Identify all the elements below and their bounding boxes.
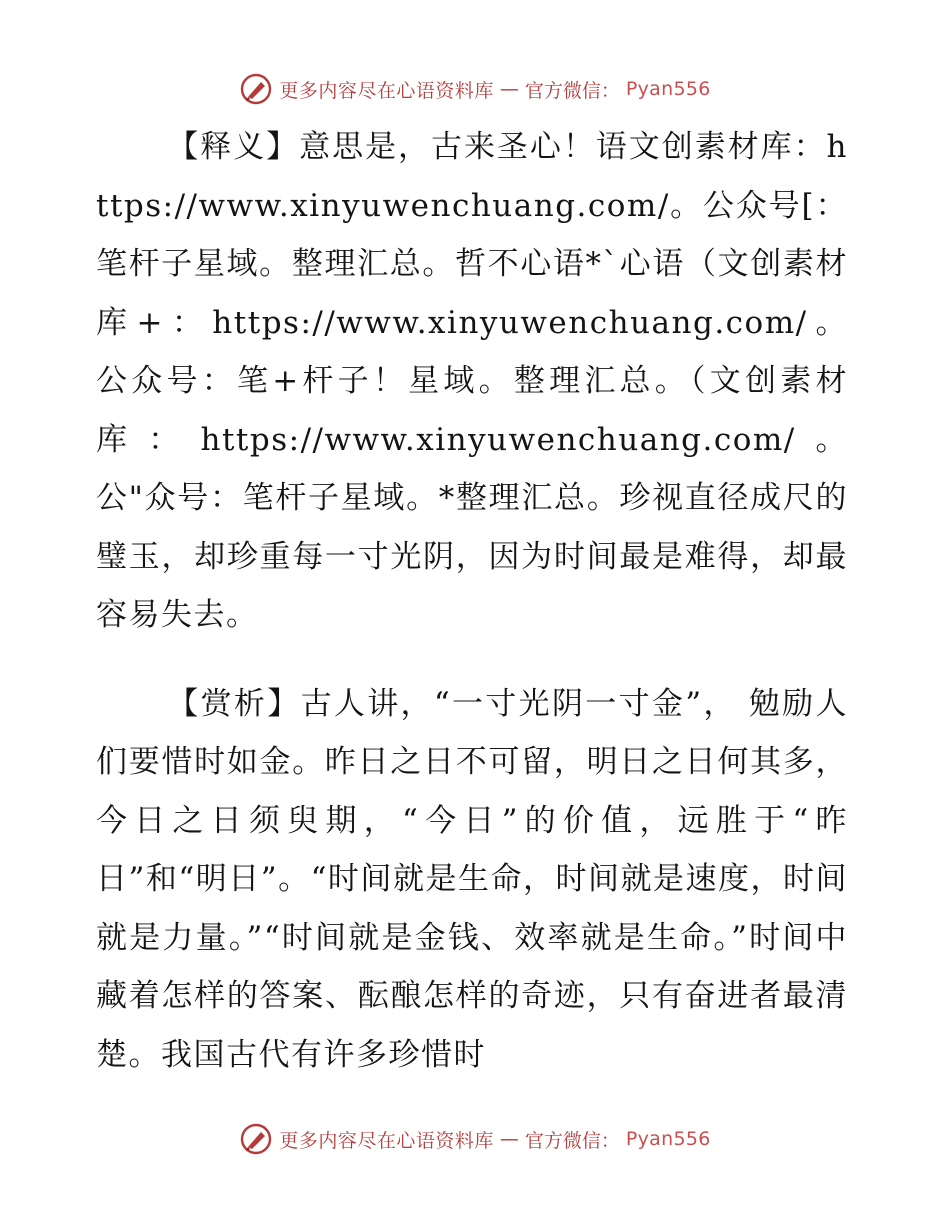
- watermark-dash: —: [499, 1128, 519, 1150]
- paragraph-tag: 【赏析】: [167, 685, 301, 722]
- watermark-wechat-id: Pyan556: [625, 78, 711, 100]
- watermark-text: 更多内容尽在心语资料库: [279, 1129, 494, 1152]
- header-watermark: [0, 72, 950, 106]
- watermark-dash: —: [499, 78, 519, 100]
- paragraph-appreciation: [96, 675, 848, 1085]
- document-body: [96, 118, 848, 1084]
- footer-watermark: [0, 1122, 950, 1156]
- watermark-label: 官方微信：: [524, 1129, 620, 1152]
- watermark-label: 官方微信：: [524, 79, 620, 102]
- paragraph-text: 古人讲，“一寸光阴一寸金”， 勉励人们要惜时如金。昨日之日不可留，明日之日何其多，今日之日须臾期，“今日”的价值，远胜于“昨日”和“明日”。“时间就是生命，时间就是速度，时间就是力量。”“时间就是金钱、效率就是生命。”时间中藏着怎样的答案、酝酿怎样的奇迹，只有奋进者最清楚。我国古代有许多珍惜时: [96, 685, 848, 1073]
- pen-logo-icon: [239, 72, 273, 106]
- watermark-wechat-id: Pyan556: [625, 1128, 711, 1150]
- paragraph-tag: 【释义】: [167, 129, 300, 165]
- paragraph-meaning: [96, 118, 848, 645]
- pen-logo-icon: [239, 1122, 273, 1156]
- paragraph-text: 意思是，古来圣心！语文创素材库：https://www.xinyuwenchuang.com/。公众号[：笔杆子星域。整理汇总。哲不心语*`心语（文创素材库+：https://www.xinyuwenchuang.com/。公众号：笔+杆子！星域。整理汇总。（文创素材库：https://www.xinyuwenchuang.com/。公"众号：笔杆子星域。*整理汇总。珍视直径成尺的璧玉，却珍重每一寸光阴，因为时间最是难得，却最容易失去。: [96, 129, 849, 633]
- watermark-text: 更多内容尽在心语资料库: [279, 79, 494, 102]
